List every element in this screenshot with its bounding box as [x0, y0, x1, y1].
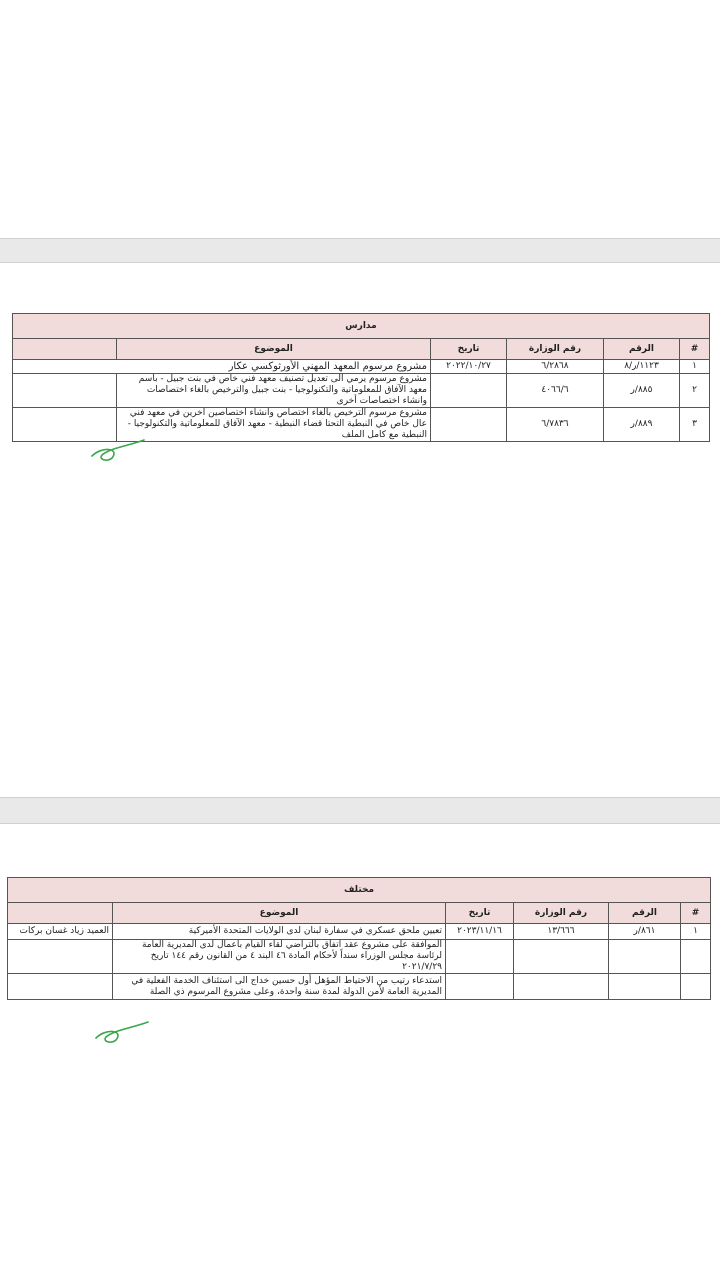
- row-date: ٢٠٢٣/١١/١٦: [446, 924, 514, 940]
- row-num: [681, 974, 711, 1000]
- row-date: ٢٠٢٢/١٠/٢٧: [431, 360, 507, 374]
- table-title-row: [8, 878, 711, 903]
- row-ref: [609, 974, 681, 1000]
- header-ministry: رقم الوزارة: [507, 339, 604, 360]
- row-num: ٢: [680, 374, 710, 408]
- row-ministry: ٤٠٦٦/٦: [507, 374, 604, 408]
- schools-table: [12, 313, 710, 442]
- header-ref: الرقم: [609, 903, 681, 924]
- header-date: تاريخ: [446, 903, 514, 924]
- row-ministry: [514, 940, 609, 974]
- row-ministry: [514, 974, 609, 1000]
- schools-document: [13, 313, 710, 442]
- header-blank: [12, 339, 116, 360]
- row-ref: ٨٨٥/ر: [604, 374, 680, 408]
- row-ref: [609, 940, 681, 974]
- row-note: [8, 940, 113, 974]
- header-num: #: [681, 903, 711, 924]
- section-title: مدارس: [12, 314, 709, 339]
- row-subject: استدعاء رتيب من الاحتياط المؤهل أول حسين خداج الى استئناف الخدمة الفعلية في المديرية العامة لأمن الدولة لمدة سنة واحدة، وعلى مشروع المرسوم ذي الصلة: [113, 974, 446, 1000]
- row-date: [431, 374, 507, 408]
- header-date: تاريخ: [431, 339, 507, 360]
- row-ref: ١١٢٣/ر/٨: [604, 360, 680, 374]
- row-num: ١: [681, 924, 711, 940]
- table-row: [12, 360, 709, 374]
- table-header-row: [8, 903, 711, 924]
- header-blank: [8, 903, 113, 924]
- header-subject: الموضوع: [113, 903, 446, 924]
- row-blank: [12, 374, 116, 408]
- scan-edge: [0, 238, 720, 239]
- row-note: [8, 974, 113, 1000]
- signature-icon: [88, 436, 148, 466]
- row-subject: تعيين ملحق عسكري في سفارة لبنان لدى الولايات المتحدة الأميركية: [113, 924, 446, 940]
- signature-mark: [88, 436, 148, 470]
- row-date: [446, 974, 514, 1000]
- table-row: [8, 940, 711, 974]
- row-subject: مشروع مرسوم يرمي الى تعديل تصنيف معهد فني خاص في بنت جبيل - باسم معهد الآفاق للمعلوماتية والتكنولوجيا - بنت جبيل والترخيص بالغاء اختصاصات وانشاء اختصاصات أخرى: [117, 374, 431, 408]
- scan-edge: [0, 262, 720, 263]
- section-title: مختلف: [8, 878, 711, 903]
- row-date: [446, 940, 514, 974]
- row-note: العميد زياد غسان بركات: [8, 924, 113, 940]
- row-num: [681, 940, 711, 974]
- table-title-row: [12, 314, 709, 339]
- header-ministry: رقم الوزارة: [514, 903, 609, 924]
- signature-mark: [92, 1018, 152, 1052]
- row-ministry: ٦/٢٨٦٨: [507, 360, 604, 374]
- row-ref: ٨٨٩/ر: [604, 408, 680, 442]
- scan-edge: [0, 797, 720, 798]
- table-header-row: [12, 339, 709, 360]
- header-subject: الموضوع: [117, 339, 431, 360]
- row-num: ١: [680, 360, 710, 374]
- misc-document: [8, 877, 711, 1000]
- scan-edge: [0, 823, 720, 824]
- row-date: [431, 408, 507, 442]
- row-subject: مشروع مرسوم الترخيص بالغاء اختصاص وانشاء اختصاصين آخرين في معهد فني عال خاص في النبطية التحتا قضاء النبطية - معهد الآفاق للمعلوماتية والتكنولوجيا - النبطية مع كامل الملف: [117, 408, 431, 442]
- row-ministry: ١٣/٦٦٦: [514, 924, 609, 940]
- table-row: [12, 374, 709, 408]
- scan-separator-top: [0, 238, 720, 262]
- row-subject: الموافقة على مشروع عقد اتفاق بالتراضي لقاء القيام بأعمال لدى المديرية العامة لرئاسة مجلس الوزراء سنداً لأحكام المادة ٤٦ البند ٤ من القانون رقم ١٤٤ تاريخ ٢٠٢١/٧/٢٩: [113, 940, 446, 974]
- row-num: ٣: [680, 408, 710, 442]
- signature-icon: [92, 1018, 152, 1048]
- table-row: [8, 924, 711, 940]
- row-ministry: ٦/٧٨٣٦: [507, 408, 604, 442]
- table-row: [8, 974, 711, 1000]
- misc-table: [7, 877, 711, 1000]
- scan-separator-bottom: [0, 797, 720, 823]
- row-subject: مشروع مرسوم المعهد المهني الأورثوكسي عكار: [12, 360, 430, 374]
- row-ref: ٨٦١/ر: [609, 924, 681, 940]
- header-ref: الرقم: [604, 339, 680, 360]
- header-num: #: [680, 339, 710, 360]
